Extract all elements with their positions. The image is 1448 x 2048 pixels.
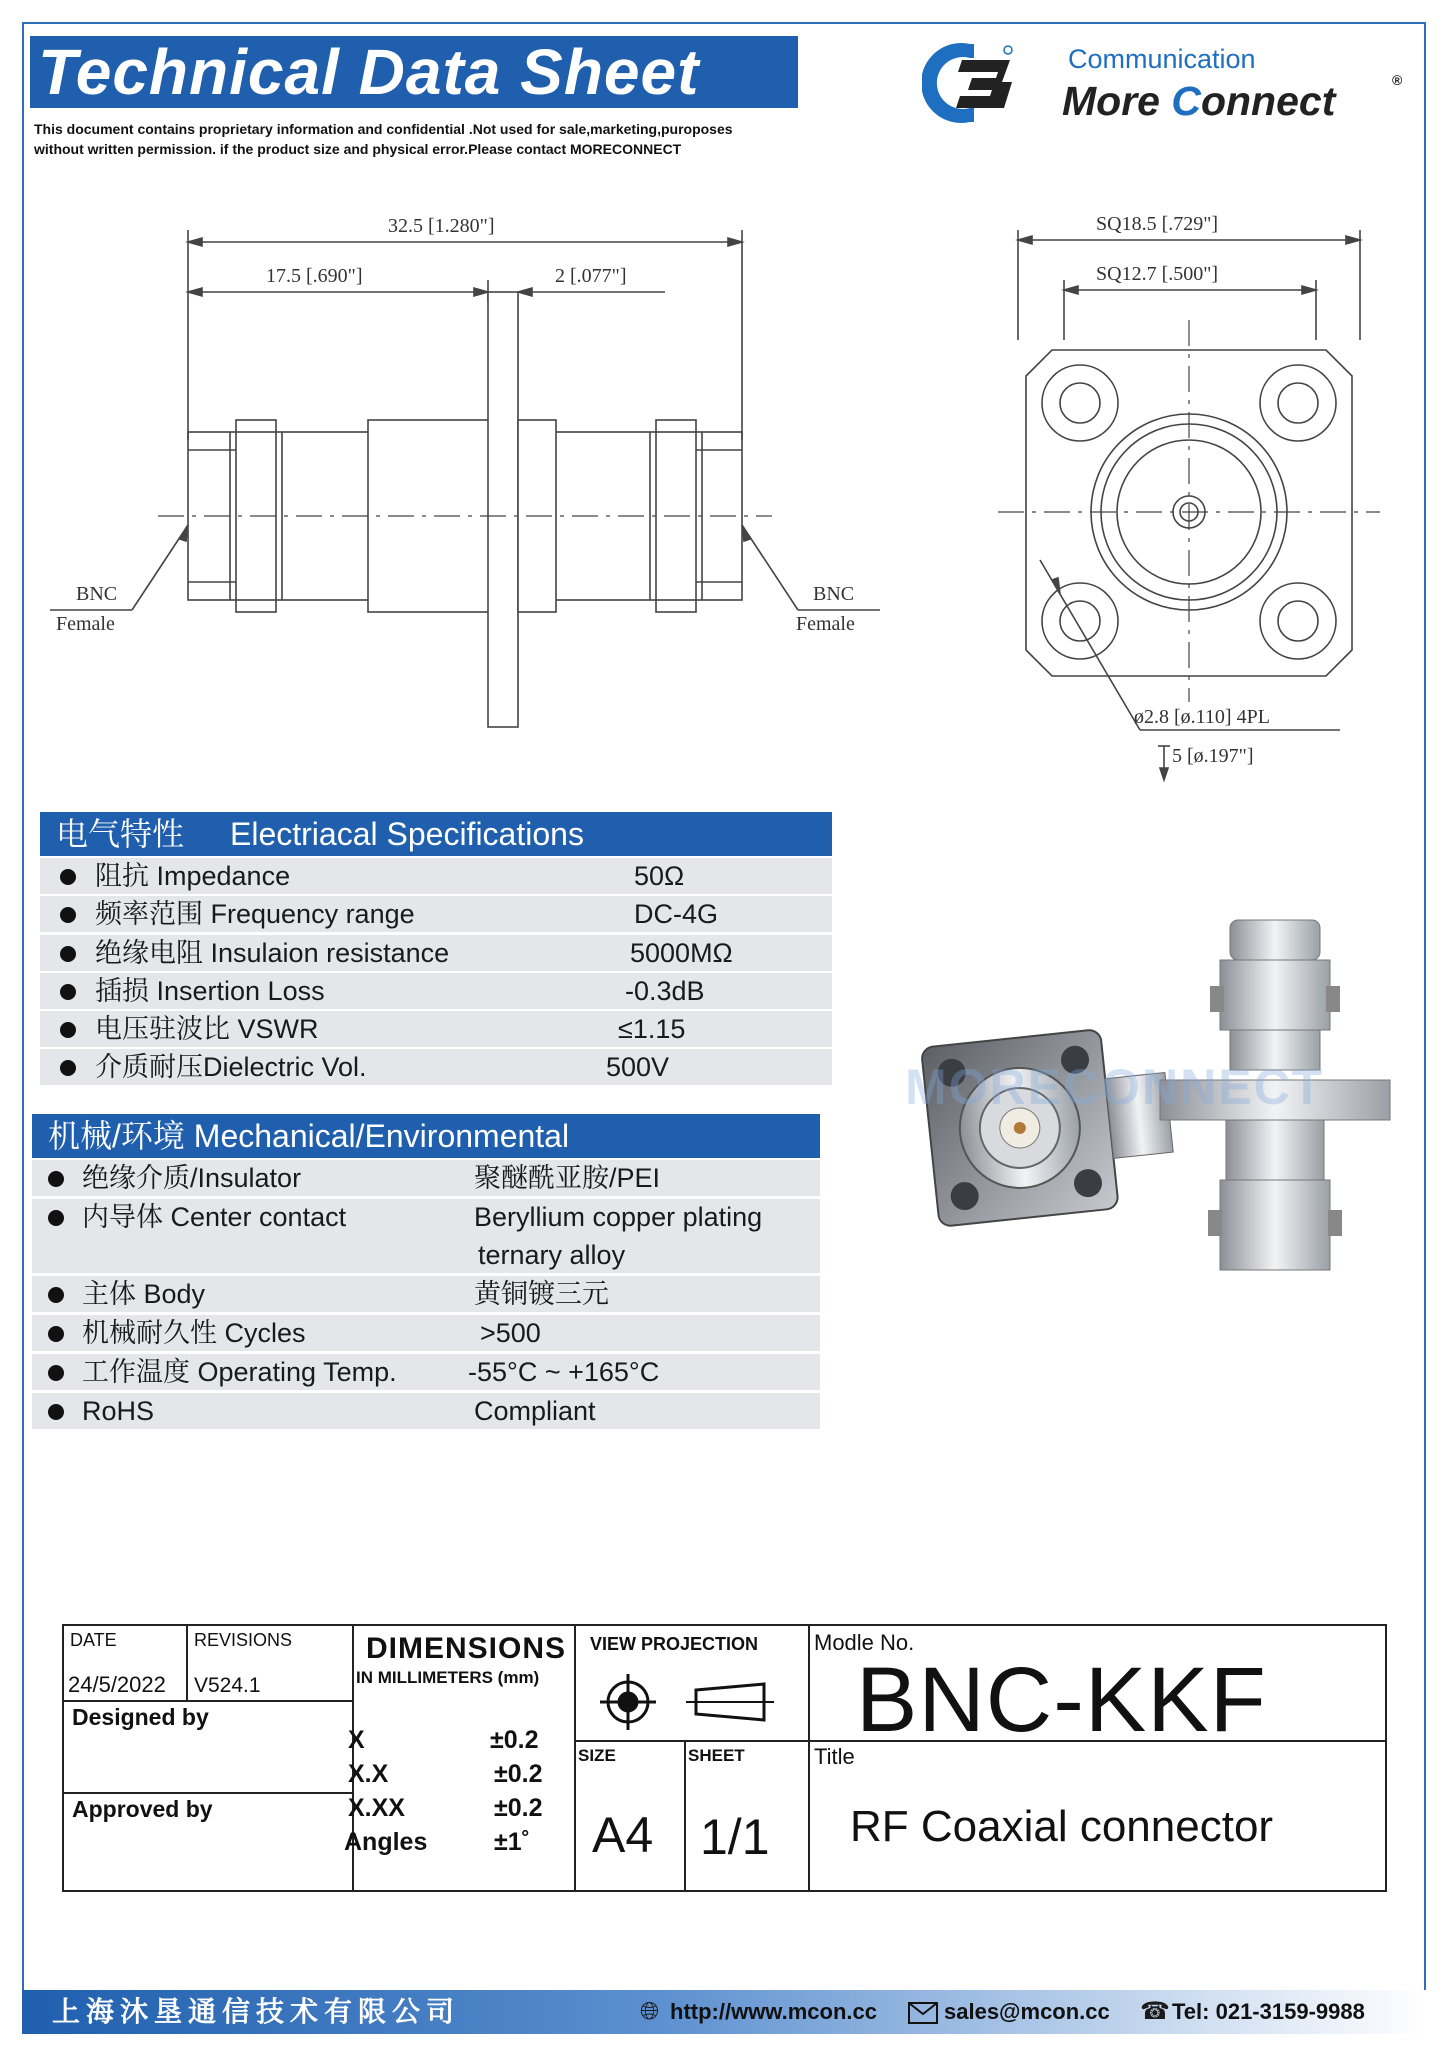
spec-value-line2: ternary alloy — [478, 1240, 626, 1270]
spec-value: 500V — [606, 1052, 670, 1082]
bullet-icon — [60, 984, 76, 1000]
dim-overall: 32.5 [1.280"] — [388, 215, 495, 237]
dimensions-label: DIMENSIONS — [366, 1632, 567, 1665]
tolerance-value: ±1˚ — [494, 1828, 530, 1856]
electrical-spec-row — [40, 1049, 832, 1088]
spec-label: 绝缘介质/Insulator — [82, 1163, 302, 1193]
date-value: 24/5/2022 — [68, 1672, 166, 1697]
designed-by-label: Designed by — [72, 1704, 209, 1730]
mechanical-spec-row — [32, 1160, 820, 1199]
spec-label: 工作温度 Operating Temp. — [82, 1357, 397, 1387]
bullet-icon — [60, 1022, 76, 1038]
company-logo-icon — [922, 38, 1022, 128]
spec-label: 机械耐久性 Cycles — [82, 1318, 306, 1348]
electrical-spec-row — [40, 935, 832, 974]
bullet-icon — [60, 907, 76, 923]
dim-outer-square: SQ18.5 [.729"] — [1096, 213, 1219, 235]
mechanical-spec-row — [32, 1276, 820, 1315]
projection-symbol-icon — [598, 1672, 778, 1732]
footer-url[interactable]: http://www.mcon.cc — [670, 1999, 877, 2024]
tolerance-key: X — [348, 1726, 365, 1754]
logo-onnect: onnect — [1200, 78, 1336, 124]
tb-divider — [574, 1626, 576, 1890]
dim-depth: 5 [ø.197"] — [1172, 745, 1254, 767]
logo-communication: Communication — [1068, 44, 1256, 74]
dim-flange: 2 [.077"] — [555, 265, 627, 287]
view-projection-label: VIEW PROJECTION — [590, 1634, 759, 1654]
spec-label: 主体 Body — [82, 1279, 206, 1309]
spec-label: RoHS — [82, 1396, 155, 1426]
logo-more: More — [1062, 78, 1172, 124]
electrical-spec-row — [40, 896, 832, 935]
size-value: A4 — [592, 1807, 654, 1863]
mechanical-spec-row — [32, 1199, 820, 1276]
spec-label: 插损 Insertion Loss — [95, 976, 325, 1006]
label-right-female: Female — [796, 613, 855, 635]
email-icon — [908, 2002, 938, 2024]
tb-divider — [186, 1626, 188, 1700]
title-label: Title — [814, 1744, 855, 1769]
tolerance-key: Angles — [344, 1828, 428, 1856]
page-title: Technical Data Sheet — [38, 36, 700, 108]
label-left-female: Female — [56, 613, 115, 635]
tolerance-value: ±0.2 — [490, 1726, 539, 1754]
spec-value: 50Ω — [634, 861, 685, 891]
tolerance-value: ±0.2 — [494, 1760, 543, 1788]
title-value: RF Coaxial connector — [850, 1802, 1274, 1851]
spec-label: 介质耐压Dielectric Vol. — [95, 1052, 367, 1082]
spec-value: >500 — [480, 1318, 541, 1348]
spec-value: 5000MΩ — [630, 938, 733, 968]
spec-label: 阻抗 Impedance — [95, 861, 291, 891]
dim-left-length: 17.5 [.690"] — [266, 265, 363, 287]
logo-c: C — [1171, 78, 1201, 124]
label-right-bnc: BNC — [813, 583, 855, 605]
tb-divider — [684, 1740, 686, 1890]
model-value: BNC-KKF — [856, 1649, 1267, 1751]
footer — [22, 1990, 1426, 2034]
bullet-icon — [48, 1210, 64, 1226]
mechanical-header — [32, 1114, 820, 1158]
spec-label: 电压驻波比 VSWR — [95, 1014, 319, 1044]
bullet-icon — [48, 1326, 64, 1342]
title-banner — [30, 36, 798, 108]
in-millimeters-label: IN MILLIMETERS (mm) — [356, 1668, 540, 1687]
spec-value: -0.3dB — [625, 976, 705, 1006]
bullet-icon — [48, 1365, 64, 1381]
bullet-icon — [48, 1404, 64, 1420]
footer-email[interactable]: sales@mcon.cc — [944, 1999, 1110, 2024]
mechanical-spec-row — [32, 1393, 820, 1432]
disclaimer-line-1: This document contains proprietary information and confidential .Not used for sale,marketing,puroposes — [34, 121, 733, 137]
logo-more-connect — [1062, 78, 1335, 125]
tb-divider — [808, 1626, 810, 1890]
phone-icon: ☎ — [1140, 1998, 1170, 2025]
bullet-icon — [60, 946, 76, 962]
mechanical-spec-row — [32, 1315, 820, 1354]
mechanical-header-text: 机械/环境 Mechanical/Environmental — [48, 1118, 570, 1154]
logo-registered-mark: ® — [1392, 72, 1403, 88]
sheet-label: SHEET — [688, 1746, 745, 1765]
electrical-header-cn: 电气特性 — [56, 816, 185, 852]
photo-watermark: MORECONNECT — [905, 1059, 1325, 1115]
tolerance-key: X.XX — [348, 1794, 405, 1822]
label-left-bnc: BNC — [76, 583, 118, 605]
electrical-header — [40, 812, 832, 856]
footer-company: 上海沐垦通信技术有限公司 — [52, 1995, 461, 2028]
tb-divider — [574, 1740, 808, 1742]
technical-drawing — [40, 190, 1410, 790]
bullet-icon — [60, 1060, 76, 1076]
spec-value: Beryllium copper plating — [474, 1202, 763, 1232]
spec-value: ≤1.15 — [618, 1014, 686, 1044]
bullet-icon — [48, 1287, 64, 1303]
electrical-spec-row — [40, 858, 832, 897]
revisions-label: REVISIONS — [194, 1630, 293, 1650]
spec-label: 绝缘电阻 Insulaion resistance — [95, 938, 450, 968]
model-label: Modle No. — [814, 1630, 915, 1655]
spec-value: -55°C ~ +165°C — [468, 1357, 660, 1387]
spec-label: 内导体 Center contact — [82, 1202, 347, 1232]
revision-value: V524.1 — [194, 1674, 261, 1697]
tolerance-value: ±0.2 — [494, 1794, 543, 1822]
approved-by-label: Approved by — [72, 1796, 213, 1822]
mechanical-spec-row — [32, 1354, 820, 1393]
disclaimer — [34, 119, 824, 159]
bullet-icon — [48, 1171, 64, 1187]
spec-value: DC-4G — [634, 899, 719, 929]
spec-value: 黄铜镀三元 — [474, 1279, 609, 1309]
tb-divider — [64, 1700, 352, 1702]
electrical-spec-row — [40, 1011, 832, 1050]
globe-icon: 🌐︎ — [640, 1998, 660, 2025]
dim-hole: ø2.8 [ø.110] 4PL — [1134, 706, 1270, 728]
spec-value: Compliant — [474, 1396, 596, 1426]
size-label: SIZE — [578, 1746, 616, 1765]
electrical-header-en: Electriacal Specifications — [230, 816, 584, 852]
disclaimer-line-2: without written permission. if the product size and physical error.Please contact MORECONNECT — [34, 141, 682, 157]
title-block — [62, 1624, 1387, 1892]
spec-value: 聚醚酰亚胺/PEI — [474, 1163, 661, 1193]
bullet-icon — [60, 869, 76, 885]
spec-label: 频率范围 Frequency range — [95, 899, 415, 929]
footer-tel: Tel: 021-3159-9988 — [1172, 1999, 1365, 2024]
tolerance-key: X.X — [348, 1760, 389, 1788]
date-label: DATE — [70, 1630, 117, 1650]
electrical-spec-row — [40, 973, 832, 1012]
dim-inner-square: SQ12.7 [.500"] — [1096, 263, 1219, 285]
sheet-value: 1/1 — [700, 1809, 770, 1865]
tb-divider — [64, 1792, 352, 1794]
